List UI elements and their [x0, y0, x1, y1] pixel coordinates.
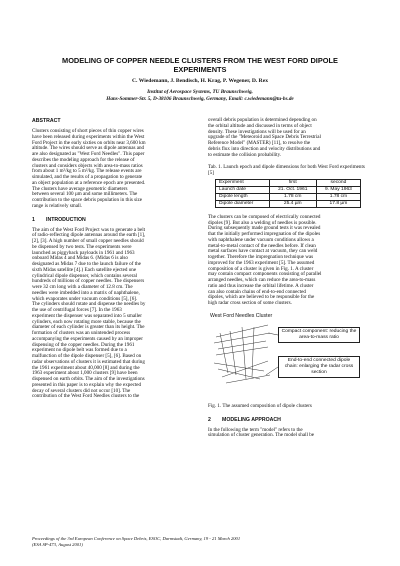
table-header-cell: Experiment — [216, 179, 270, 186]
text-line: metal surfaces have contact at vacuum, they can weld — [208, 248, 318, 255]
affiliation-line-2: Hans-Sommer-Str. 5, D-38106 Braunschweig, Germany, Email: c.wiedemann@tu-bs.de — [106, 95, 294, 102]
table-cell: Dipole length — [216, 193, 270, 200]
text-line: presented in this paper is to explain why the expected — [32, 381, 142, 388]
author-list: C. Wiedemann, J. Bendisch, H. Krag, P. Wegener, D. Rex — [131, 78, 269, 84]
paper-title — [50, 56, 350, 74]
text-line: describes the modeling approach for the release of — [32, 156, 135, 163]
modeling-text — [208, 428, 368, 440]
title-line-2: EXPERIMENTS — [173, 65, 227, 74]
text-line: have been released during experiments within the West — [32, 133, 145, 140]
table-cell: 17.8 µm — [316, 200, 360, 207]
table-cell: 9. May 1963 — [316, 186, 360, 193]
abstract-text — [32, 129, 192, 210]
text-line: together. Therefore the impregnation technique was — [208, 254, 314, 260]
text-line: formation of clusters was an unintended process — [32, 330, 131, 336]
abstract-heading: ABSTRACT — [32, 118, 61, 124]
text-line: density. These investigations will be used for an — [208, 128, 306, 135]
text-line: simulation of cluster generation. The model shall be — [208, 432, 314, 439]
text-line: between several 100 µm and some millimeters. The — [32, 191, 138, 198]
introduction-continued-text — [208, 118, 368, 158]
text-line: needles were imbedded into a matrix of naphthalene, — [32, 289, 140, 296]
text-line: high radar cross section of some clusters. — [208, 300, 292, 306]
text-line: launched as piggyback payloads in 1961 and 1963 — [32, 249, 135, 256]
text-line: The clusters have average geometric diameters — [32, 185, 128, 192]
section-title: MODELING APPROACH — [222, 416, 281, 423]
figure-title: West Ford Needles Cluster — [210, 312, 273, 319]
figure-caption: Fig. 1. The assumed composition of dipole clusters — [208, 402, 312, 409]
table-header-cell: second — [316, 179, 360, 186]
pointer-line — [266, 367, 278, 375]
text-line: debris flux into direction and velocity distributions and — [208, 145, 321, 152]
right-column — [208, 118, 368, 439]
table-caption: Tab. 1. Launch epoch and dipole dimensions for both West Ford experiments [5] — [208, 164, 365, 176]
section-title: INTRODUCTION — [46, 216, 86, 223]
text-line: arranged needles, which can reduce the area-to-mass — [208, 277, 316, 283]
text-line: may contain compact components consisting of parallel — [208, 271, 322, 278]
text-line: overall debris population is determined depending on — [208, 117, 317, 123]
text-line: altitude. The wires should serve as dipole antennas and — [32, 145, 145, 152]
text-line: ratio and thus increase the orbital lifetime. A cluster — [208, 282, 314, 289]
text-line: radar observations of clusters it is estimated that during — [32, 358, 145, 365]
text-line: The clusters can be composed of electrically connected — [208, 213, 321, 220]
table-header-row — [216, 179, 361, 186]
text-line: During subsequently made ground tests it was revealed — [208, 225, 321, 232]
text-line: dispensing of the copper needles. During the 1961 — [32, 341, 135, 348]
text-line: clusters and considers objects with area-to-mass ratios — [32, 162, 143, 169]
section-number: 2 — [208, 416, 211, 423]
text-line: of radio-reflecting dipole antennas around the earth [1], — [32, 232, 146, 239]
table-row — [216, 193, 361, 200]
text-line: composition of a cluster is given in Fig. 1. A cluster — [208, 265, 314, 272]
text-line: to estimate the collision probability. — [208, 151, 282, 158]
text-line: accompanying the experiments caused by an improper — [32, 335, 143, 342]
text-line: be dispensed by two tests. The experiments were — [32, 243, 132, 250]
text-line: onboard Midas 4 and Midas 6. (Midas 6 is also — [32, 255, 128, 262]
footer-line-2: (ESA SP-473, August 2001) — [32, 542, 83, 547]
text-line: experiment the dispenser was separated into 5 smaller — [32, 312, 142, 319]
text-line: The aim of the West Ford Project was to generate a belt — [32, 226, 146, 233]
affiliation-line-1: Institut of Aerospace Systems, TU Braunschweig, — [147, 89, 253, 95]
text-line: In the following the term "model" refers to the — [208, 426, 303, 433]
text-line: are also designated as "West Ford Needles". This paper — [32, 151, 145, 157]
text-line: upgrade of the "Meteoroid and Space Debris Terrestrial — [208, 134, 321, 141]
affiliation — [30, 89, 370, 102]
text-line: simulated, and the results of a propagation to generate — [32, 174, 143, 180]
text-line: that the initially performed impregnation of the dipoles — [208, 231, 321, 237]
text-line: [2], [3]. A high number of small copper needles should — [32, 238, 144, 244]
cluster-figure — [208, 313, 368, 401]
text-line: improved for the 1963 experiment [5]. The assumed — [208, 259, 315, 266]
text-line: an object population at a reference epoch are presented. — [32, 179, 146, 186]
text-line: designated as Midas 7 due to the launch failure of the — [32, 261, 141, 267]
text-line: malfunction of the dipole dispenser [5], [6]. Based on — [32, 353, 142, 359]
table-cell: 1.78 cm — [269, 193, 316, 200]
table-cell: 25.4 µm — [269, 200, 316, 207]
dipole-chain-label: End-to-end connected dipole chain: enlarging the radar cross section — [278, 356, 360, 378]
text-line: decay of several clusters did not occur [10]. The — [32, 387, 131, 394]
text-line: Reference Model" (MASTER) [11], to resolve the — [208, 140, 311, 146]
text-line: Ford Project in the early sixties on orbits near 3,600 km — [32, 139, 146, 146]
table-row — [216, 186, 361, 193]
text-line: Clusters consisting of short pieces of thin copper wires — [32, 128, 144, 134]
left-column — [32, 118, 192, 400]
table-cell: Launch date — [216, 186, 270, 193]
text-line: from about 1 m²/kg to 5 m²/kg. The release events are — [32, 168, 142, 175]
section-heading-introduction — [32, 217, 192, 223]
introduction-text — [32, 228, 192, 401]
text-line: experiment no dipole belt was formed due to a — [32, 347, 127, 354]
text-line: were 32 cm long with a diameter of 12.8 cm. The — [32, 284, 133, 290]
text-line: contribution of the West Ford Needles clusters to the — [32, 393, 140, 400]
title-line-1: MODELING OF COPPER NEEDLE CLUSTERS FROM THE WEST FORD DIPOLE — [62, 56, 338, 65]
pointer-line — [268, 333, 278, 335]
text-line: cylindrical dipole dispenser, which contains several — [32, 272, 138, 279]
text-line: dipoles, which are believed to be responsible for the — [208, 294, 315, 301]
table-header-cell: first — [269, 179, 316, 186]
text-line: with naphthalene under vacuum conditions allows a — [208, 236, 314, 243]
text-line: dipoles [9]. But also a welding of needles is possible. — [208, 219, 317, 226]
table-cell: 21. Oct. 1961 — [269, 186, 316, 193]
needle-cluster-shape — [214, 325, 270, 383]
page-footer — [32, 536, 372, 548]
dipole-table — [215, 179, 361, 208]
text-line: contribution to the space debris population in this size — [32, 197, 143, 203]
text-line: the use of centrifugal forces [7]. In the 1963 — [32, 307, 122, 313]
text-line: metal-to-metal contact of the needles before. If clean — [208, 242, 316, 249]
text-line: range is relatively small. — [32, 202, 83, 209]
text-line: dispensed on earth orbits. The aim of the investigations — [32, 376, 145, 382]
text-line: cylinders, each now rotating more stable, because the — [32, 318, 141, 325]
footer-line-1: Proceedings of the 3rd European Conference on Space Debris, ESOC, Darmstadt, Germany, 19 - 21 March 2001 — [32, 536, 241, 541]
text-line: hundreds of millions of copper needles. The dispensers — [32, 278, 145, 285]
text-line: diameter of each cylinder is greater than its height. The — [32, 324, 145, 331]
text-line: The cylinders should rotate and dispense the needles by — [32, 301, 146, 308]
compact-component-label: Compact component: reducing the area-to-mass ratio — [278, 327, 360, 343]
text-line: 1963 experiment about 1,000 clusters [9] have been — [32, 370, 138, 377]
clusters-text — [208, 215, 368, 307]
table-cell: 1.78 cm — [316, 193, 360, 200]
text-line: which evaporates under vacuum conditions [5], [6]. — [32, 295, 138, 302]
text-line: can also contain chains of end-to-end connected — [208, 288, 306, 295]
table-cell: Dipole diameter — [216, 200, 270, 207]
section-number: 1 — [32, 216, 35, 223]
table-row — [216, 200, 361, 207]
text-line: sixth Midas satellite [4].) Each satellite ejected one — [32, 266, 137, 273]
text-line: the orbital altitude and discussed in terms of object — [208, 122, 312, 129]
section-heading-modeling — [208, 417, 368, 423]
text-line: the 1961 experiment about 40,000 [8] and during the — [32, 364, 140, 371]
